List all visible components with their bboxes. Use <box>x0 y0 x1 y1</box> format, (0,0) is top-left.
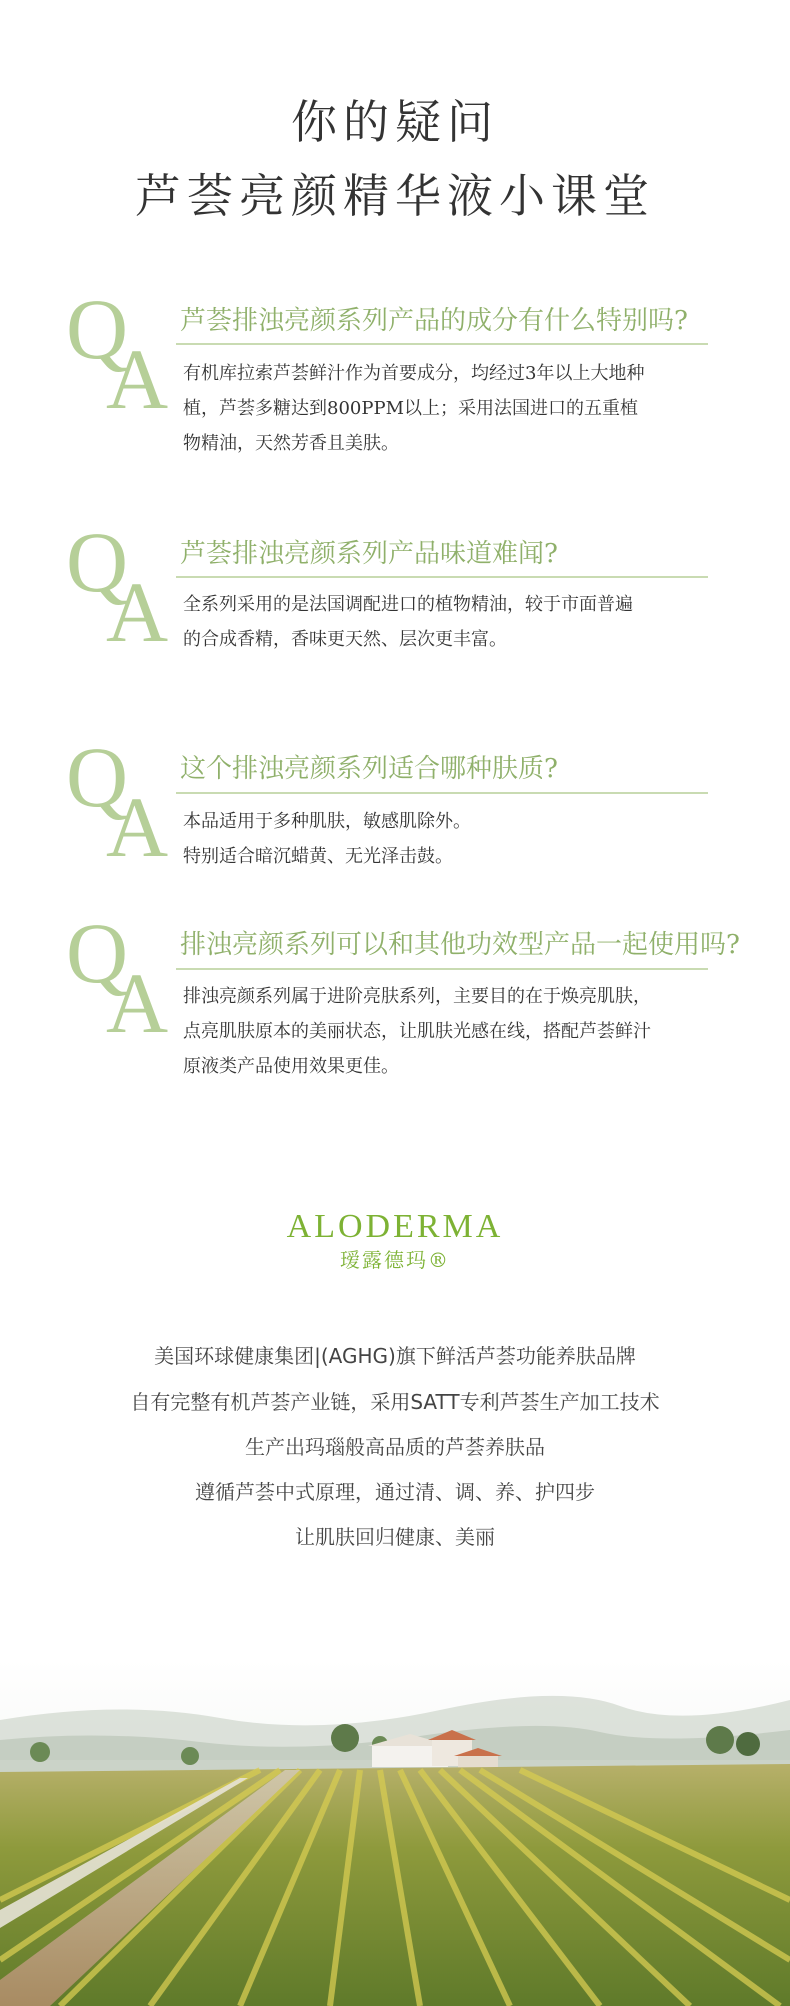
brand-description-line4: 遵循芦荟中式原理，通过清、调、养、护四步 <box>195 1480 595 1504</box>
question-text: 芦荟排浊亮颜系列产品的成分有什么特别吗? <box>180 306 688 336</box>
brand-logo-en: ALODERMA <box>286 1208 504 1245</box>
question-divider <box>176 968 708 970</box>
page-title-line1: 你的疑问 <box>291 95 499 149</box>
page-title-line2: 芦荟亮颜精华液小课堂 <box>135 169 655 223</box>
answer-text: 排浊亮颜系列属于进阶亮肤系列，主要目的在于焕亮肌肤， 点亮肌肤原本的美丽状态，让肌肤光感在线，搭配芦荟鲜汁 原液类产品使用效果更佳。 <box>183 986 651 1077</box>
qa-logo-icon: Q A <box>66 729 169 875</box>
brand-logo-cn: 瑷露德玛® <box>340 1248 450 1272</box>
qa-logo-icon: Q A <box>66 905 169 1051</box>
question-text: 这个排浊亮颜系列适合哪种肤质? <box>180 754 558 784</box>
brand-description-line3: 生产出玛瑙般高品质的芦荟养肤品 <box>245 1435 545 1459</box>
answer-text: 本品适用于多种肌肤，敏感肌除外。 特别适合暗沉蜡黄、无光泽击鼓。 <box>183 811 471 867</box>
qa-logo-icon: Q A <box>66 514 169 660</box>
qa-logo-icon: Q A <box>66 281 169 427</box>
answer-text: 全系列采用的是法国调配进口的植物精油，较于市面普遍 的合成香精，香味更天然、层次更丰富。 <box>183 594 633 650</box>
brand-description-line2: 自有完整有机芦荟产业链，采用SATT专利芦荟生产加工技术 <box>130 1390 660 1414</box>
question-text: 芦荟排浊亮颜系列产品味道难闻? <box>180 539 558 569</box>
question-divider <box>176 792 708 794</box>
question-text: 排浊亮颜系列可以和其他功效型产品一起使用吗? <box>180 930 740 960</box>
brand-description-line1: 美国环球健康集团|(AGHG)旗下鲜活芦荟功能养肤品牌 <box>154 1344 636 1368</box>
answer-text: 有机库拉索芦荟鲜汁作为首要成分，均经过3年以上大地种 植，芦荟多糖达到800PPM以上；采用法国进口的五重植 物精油，天然芳香且美肤。 <box>183 363 645 454</box>
brand-description-line5: 让肌肤回归健康、美丽 <box>295 1525 495 1549</box>
question-divider <box>176 343 708 345</box>
question-divider <box>176 576 708 578</box>
aloe-farm-landscape-image <box>0 1660 790 2006</box>
